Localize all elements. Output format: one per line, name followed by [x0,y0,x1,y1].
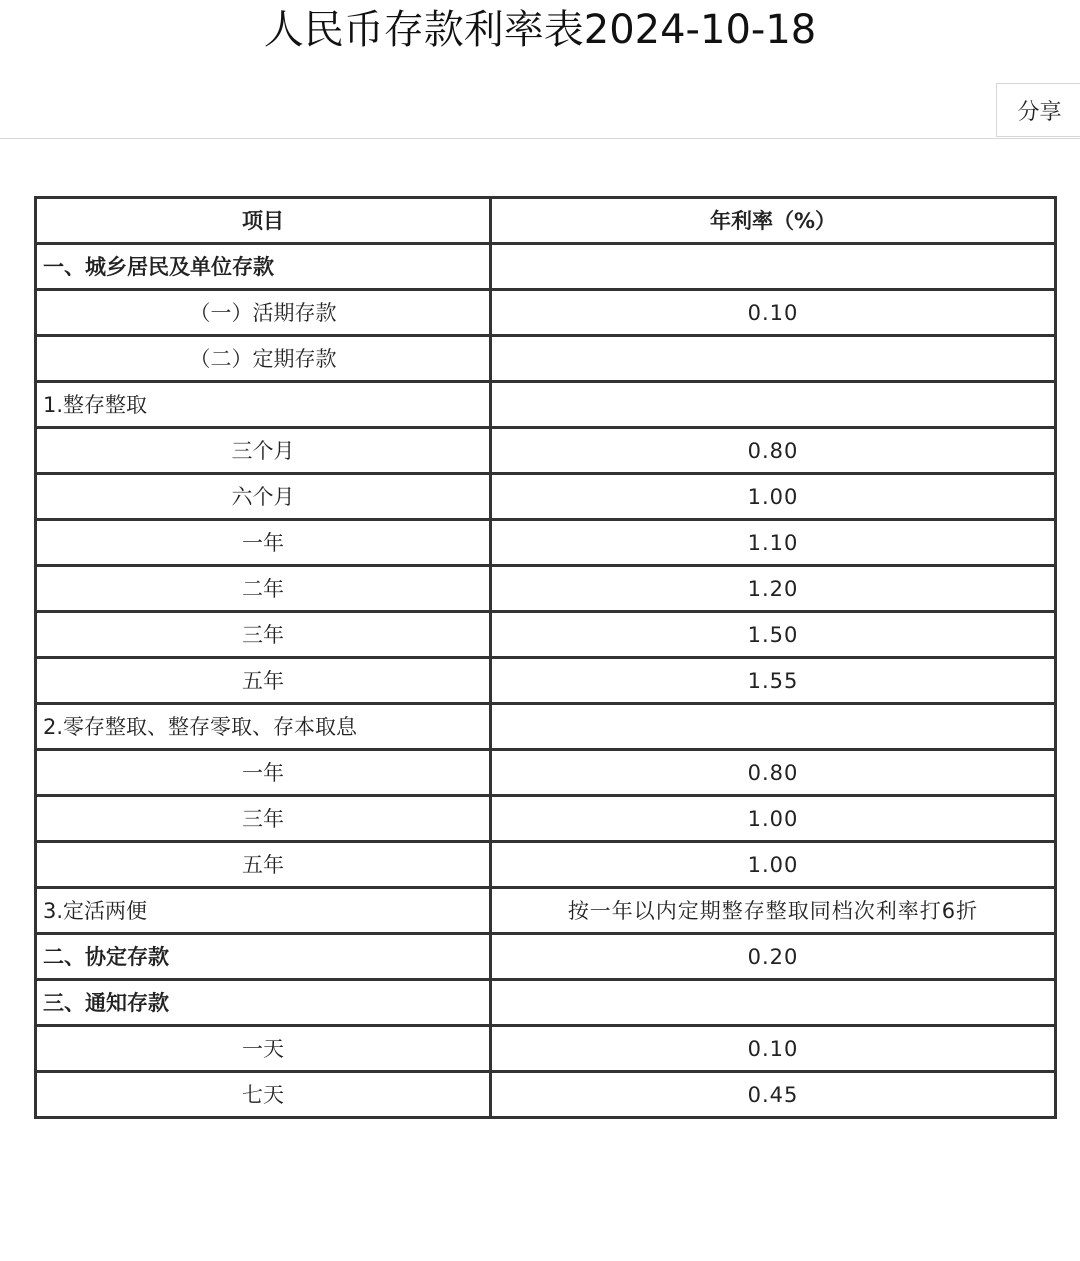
table-row [36,888,1056,934]
row-rate-cell [491,704,1056,750]
row-item-cell: （二）定期存款 [36,336,491,382]
table-row [36,934,1056,980]
row-rate-cell: 1.50 [491,612,1056,658]
row-rate-cell: 0.10 [491,290,1056,336]
row-item-cell: 2.零存整取、整存零取、存本取息 [36,704,491,750]
header-divider [0,138,1080,139]
row-item-cell: 三、通知存款 [36,980,491,1026]
row-rate-cell: 0.20 [491,934,1056,980]
row-rate-cell [491,980,1056,1026]
row-rate-cell [491,244,1056,290]
row-item-cell: 一年 [36,750,491,796]
row-rate-cell: 1.55 [491,658,1056,704]
row-item-cell: 二年 [36,566,491,612]
row-rate-cell: 1.00 [491,796,1056,842]
row-item-cell: 三年 [36,796,491,842]
table-row [36,244,1056,290]
table-row [36,1072,1056,1118]
row-item-cell: （一）活期存款 [36,290,491,336]
row-rate-cell: 1.10 [491,520,1056,566]
row-item-cell: 五年 [36,842,491,888]
table-row [36,290,1056,336]
row-rate-cell [491,336,1056,382]
table-body [36,244,1056,1118]
row-rate-cell [491,382,1056,428]
table-row [36,428,1056,474]
row-rate-cell: 按一年以内定期整存整取同档次利率打6折 [491,888,1056,934]
row-item-cell: 五年 [36,658,491,704]
row-item-cell: 一年 [36,520,491,566]
column-header-rate: 年利率（%） [491,198,1056,244]
row-rate-cell: 1.00 [491,842,1056,888]
row-rate-cell: 0.45 [491,1072,1056,1118]
row-item-cell: 二、协定存款 [36,934,491,980]
column-header-item: 项目 [36,198,491,244]
table-row [36,566,1056,612]
row-item-cell: 1.整存整取 [36,382,491,428]
table-row [36,474,1056,520]
table-row [36,520,1056,566]
table-row [36,658,1056,704]
table-row [36,750,1056,796]
share-button[interactable]: 分享 [996,83,1080,137]
table-row [36,842,1056,888]
page-title: 人民币存款利率表2024-10-18 [263,7,817,53]
table-row [36,796,1056,842]
table-row [36,612,1056,658]
row-item-cell: 一、城乡居民及单位存款 [36,244,491,290]
row-item-cell: 3.定活两便 [36,888,491,934]
row-rate-cell: 1.00 [491,474,1056,520]
table-row [36,1026,1056,1072]
table-header-row [36,198,1056,244]
deposit-rate-table [34,196,1057,1119]
table-row [36,336,1056,382]
row-item-cell: 七天 [36,1072,491,1118]
table-row [36,980,1056,1026]
table-row [36,704,1056,750]
row-rate-cell: 0.10 [491,1026,1056,1072]
row-rate-cell: 1.20 [491,566,1056,612]
table-row [36,382,1056,428]
row-rate-cell: 0.80 [491,750,1056,796]
row-rate-cell: 0.80 [491,428,1056,474]
row-item-cell: 三年 [36,612,491,658]
row-item-cell: 三个月 [36,428,491,474]
row-item-cell: 六个月 [36,474,491,520]
row-item-cell: 一天 [36,1026,491,1072]
